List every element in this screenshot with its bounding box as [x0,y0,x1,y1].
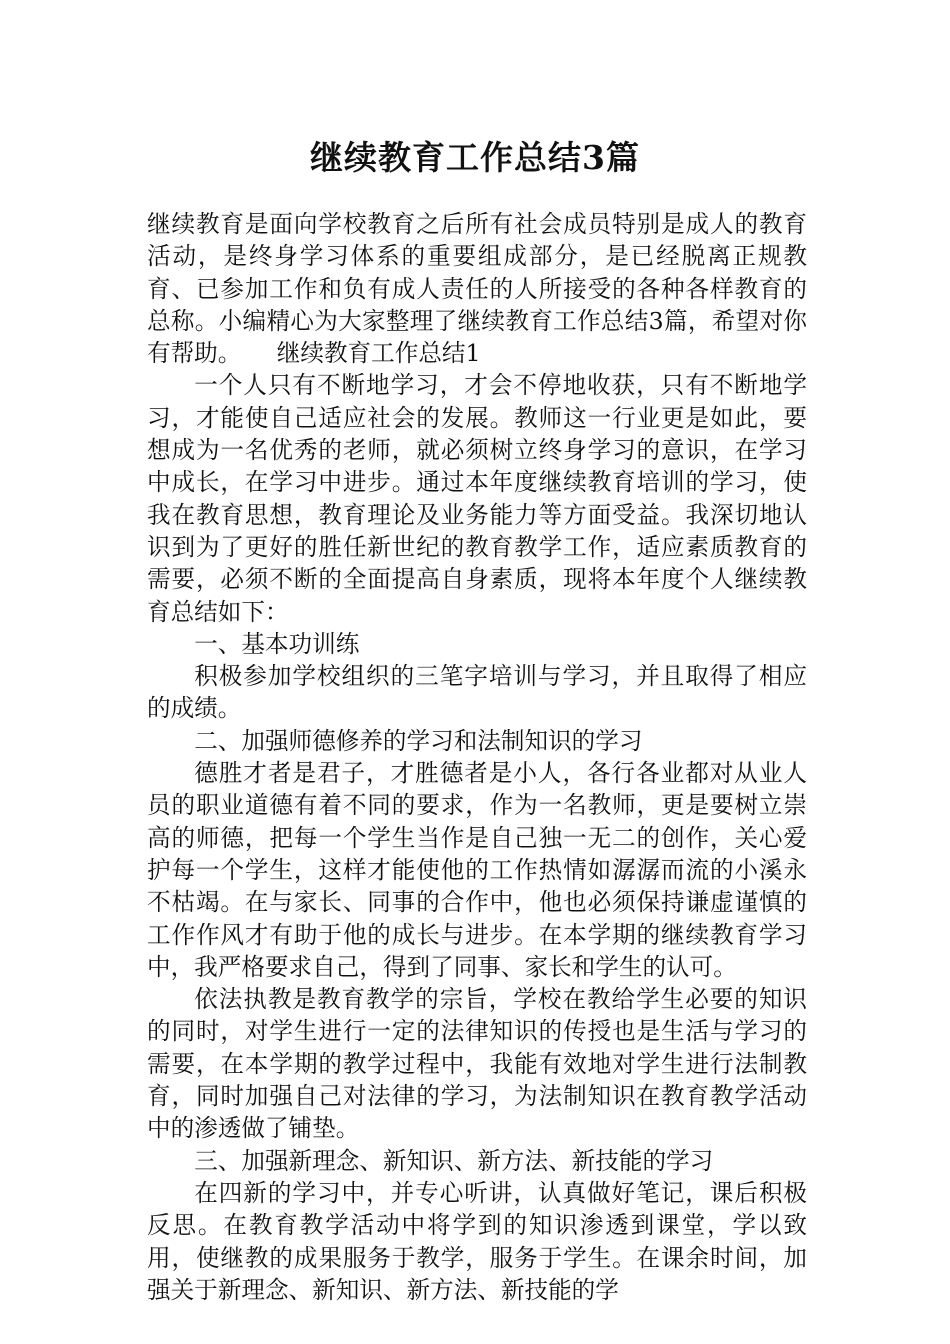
body-paragraph: 德胜才者是君子，才胜德者是小人，各行各业都对从业人员的职业道德有着不同的要求，作为一名教师，更是要树立崇高的师德，把每一个学生当作是自己独一无二的创作，关心爱护每一个学生，这样才能使他的工作热情如潺潺而流的小溪永不枯竭。在与家长、同事的合作中，他也必须保持谦虚谨慎的工作作风才有助于他的成长与进步。在本学期的继续教育学习中，我严格要求自己，得到了同事、家长和学生的认可。 [147,759,807,981]
intro-paragraph: 继续教育是面向学校教育之后所有社会成员特别是成人的教育活动，是终身学习体系的重要组成部分，是已经脱离正规教育、已参加工作和负有成人责任的人所接受的各种各样教育的总称。小编精心为大家整理了继续教育工作总结3篇，希望对你有帮助。 继续教育工作总结1 [147,210,807,368]
section-heading: 三、加强新理念、新知识、新方法、新技能的学习 [194,1146,714,1175]
body-paragraph: 依法执教是教育教学的宗旨，学校在教给学生必要的知识的同时，对学生进行一定的法律知识的传授也是生活与学习的需要，在本学期的教学过程中，我能有效地对学生进行法制教育，同时加强自己对法律的学习，为法制知识在教育教学活动中的渗透做了铺垫。 [147,985,807,1143]
body-paragraph: 一个人只有不断地学习，才会不停地收获，只有不断地学习，才能使自己适应社会的发展。教师这一行业更是如此，要想成为一名优秀的老师，就必须树立终身学习的意识，在学习中成长，在学习中进步。通过本年度继续教育培训的学习，使我在教育思想，教育理论及业务能力等方面受益。我深切地认识到为了更好的胜任新世纪的教育教学工作，适应素质教育的需要，必须不断的全面提高自身素质，现将本年度个人继续教育总结如下： [147,371,807,626]
body-paragraph: 在四新的学习中，并专心听讲，认真做好笔记，课后积极反思。在教育教学活动中将学到的知识渗透到课堂，学以致用，使继教的成果服务于教学，服务于学生。在课余时间，加强关于新理念、新知识、新方法、新技能的学 [147,1178,807,1304]
document-title: 继续教育工作总结3篇 [310,138,640,177]
body-paragraph: 积极参加学校组织的三笔字培训与学习，并且取得了相应的成绩。 [147,662,807,723]
section-heading: 二、加强师德修养的学习和法制知识的学习 [194,726,643,755]
document-body [147,208,807,1306]
section-heading: 一、基本功训练 [194,629,360,658]
